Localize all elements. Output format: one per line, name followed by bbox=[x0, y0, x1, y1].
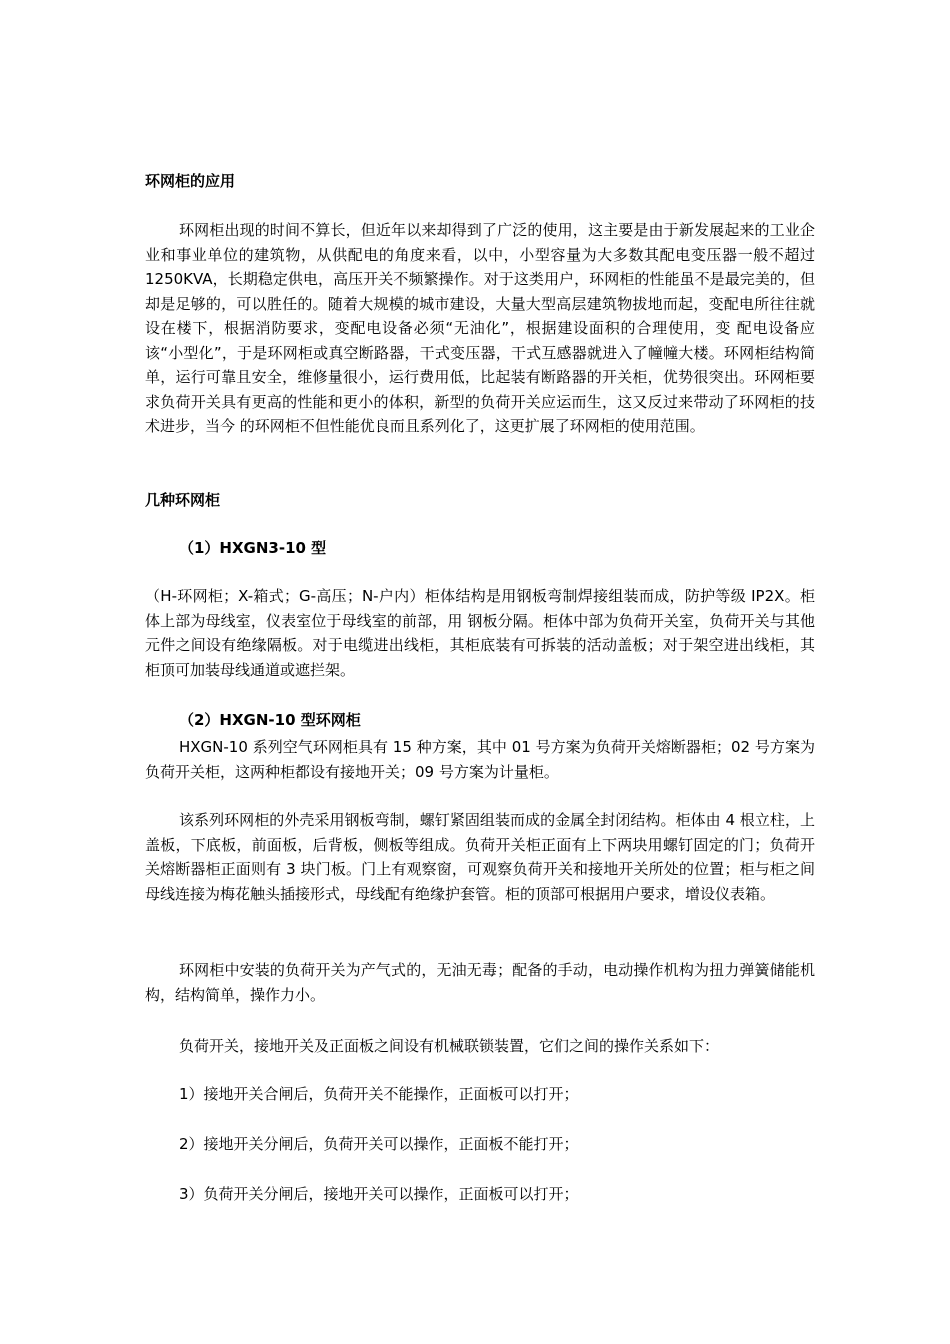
paragraph-hxgn-10-schemes: HXGN-10 系列空气环网柜具有 15 种方案，其中 01 号方案为负荷开关熔断器柜；02 号方案为负荷开关柜，这两种柜都设有接地开关；09 号方案为计量柜。 bbox=[145, 738, 815, 781]
section-title-application: 环网柜的应用 bbox=[145, 172, 236, 190]
subtitle-hxgn-10: （2）HXGN-10 型环网柜 bbox=[179, 711, 361, 729]
paragraph-hxgn3-10: （H-环网柜；X-箱式；G-高压；N-户内）柜体结构是用钢板弯制焊接组装而成，防护等级 IP2X。柜体上部为母线室，仪表室位于母线室的前部，用 钢板分隔。柜体中部为负荷开关室，负荷开关与其他元件之间设有绝缘隔板。对于电缆进出线柜，其柜底装有可拆装的活动盖板；对于架空进出线柜，其柜顶可加装母线通道或遮拦架。 bbox=[145, 587, 815, 679]
paragraph-hxgn-10-structure: 该系列环网柜的外壳采用钢板弯制，螺钉紧固组装而成的金属全封闭结构。柜体由 4 根立柱，上盖板，下底板，前面板，后背板，侧板等组成。负荷开关柜正面有上下两块用螺钉固定的门；负荷开关熔断器柜正面则有 3 块门板。门上有观察窗，可观察负荷开关和接地开关所处的位置；柜与柜之间母线连接为梅花触头插接形式，母线配有绝缘护套管。柜的顶部可根据用户要求，增设仪表箱。 bbox=[145, 811, 815, 903]
paragraph-application: 环网柜出现的时间不算长，但近年以来却得到了广泛的使用，这主要是由于新发展起来的工业企业和事业单位的建筑物，从供配电的角度来看，以中，小型容量为大多数其配电变压器一般不超过 1250KVA，长期稳定供电，高压开关不频繁操作。对于这类用户，环网柜的性能虽不是最完美的，但却是足够的，可以胜任的。随着大规模的城市建设，大量大型高层建筑物拔地而起，变配电所往往就设在楼下，根据消防要求，变配电设备必须“无油化”，根据建设面积的合理使用，变 配电设备应该“小型化”，于是环网柜或真空断路器，干式变压器，干式互感器就进入了幢幢大楼。环网柜结构简单，运行可靠且安全，维修量很小，运行费用低，比起装有断路器的开关柜，优势很突出。环网柜要求负荷开关具有更高的性能和更小的体积，新型的负荷开关应运而生，这又反过来带动了环网柜的技术进步，当今 的环网柜不但性能优良而且系列化了，这更扩展了环网柜的使用范围。 bbox=[145, 221, 815, 435]
list-item-1: 1）接地开关合闸后，负荷开关不能操作，正面板可以打开； bbox=[179, 1085, 579, 1103]
section-title-types: 几种环网柜 bbox=[145, 491, 221, 509]
list-item-2: 2）接地开关分闸后，负荷开关可以操作，正面板不能打开； bbox=[179, 1135, 579, 1153]
paragraph-interlock: 负荷开关，接地开关及正面板之间设有机械联锁装置，它们之间的操作关系如下： bbox=[179, 1037, 720, 1055]
paragraph-load-switch: 环网柜中安装的负荷开关为产气式的，无油无毒；配备的手动，电动操作机构为扭力弹簧储能机构，结构简单，操作力小。 bbox=[145, 961, 815, 1004]
subtitle-hxgn3-10: （1）HXGN3-10 型 bbox=[179, 539, 327, 557]
list-item-3: 3）负荷开关分闸后，接地开关可以操作，正面板可以打开； bbox=[179, 1185, 579, 1203]
